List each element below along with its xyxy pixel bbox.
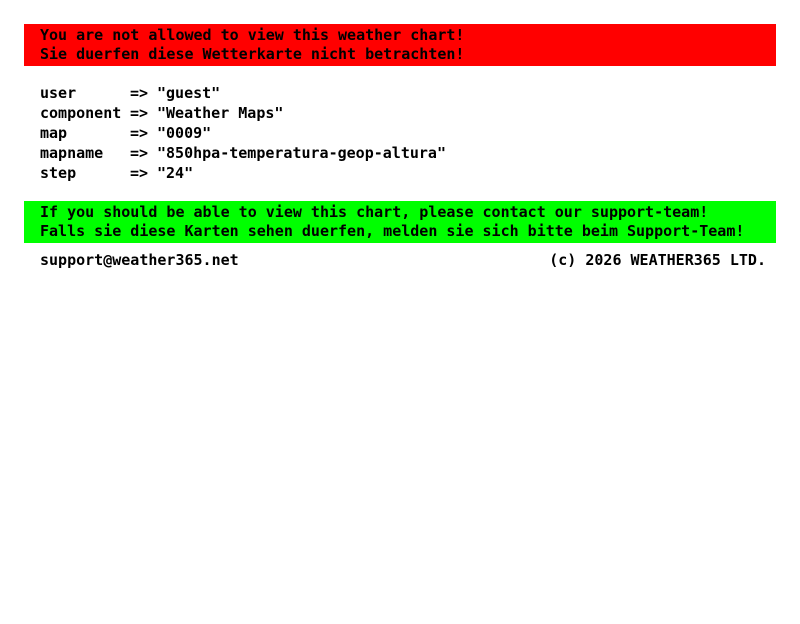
param-value: "Weather Maps" <box>157 104 284 122</box>
arrow-symbol: => <box>130 124 149 142</box>
param-value: "850hpa-temperatura-geop-altura" <box>157 144 446 162</box>
param-value: "guest" <box>157 84 221 102</box>
param-value: "24" <box>157 164 194 182</box>
support-info-banner <box>24 201 776 243</box>
param-row-user <box>40 83 776 103</box>
access-denied-line-en: You are not allowed to view this weather chart! <box>40 26 465 44</box>
param-key: map <box>40 124 68 142</box>
param-key: mapname <box>40 144 104 162</box>
param-row-mapname <box>40 143 776 163</box>
support-info-line-en: If you should be able to view this chart, please contact our support-team! <box>40 203 709 221</box>
support-info-line-de: Falls sie diese Karten sehen duerfen, melden sie sich bitte beim Support-Team! <box>40 222 745 240</box>
footer <box>40 251 766 270</box>
arrow-symbol: => <box>130 164 149 182</box>
request-params-list <box>40 83 776 183</box>
access-denied-line-de: Sie duerfen diese Wetterkarte nicht betrachten! <box>40 45 465 63</box>
support-email: support@weather365.net <box>40 251 239 269</box>
param-row-step <box>40 163 776 183</box>
arrow-symbol: => <box>130 104 149 122</box>
copyright-text: (c) 2026 WEATHER365 LTD. <box>549 251 766 269</box>
param-row-component <box>40 103 776 123</box>
param-key: step <box>40 164 77 182</box>
arrow-symbol: => <box>130 144 149 162</box>
arrow-symbol: => <box>130 84 149 102</box>
param-key: component <box>40 104 122 122</box>
param-key: user <box>40 84 77 102</box>
access-denied-banner <box>24 24 776 66</box>
param-value: "0009" <box>157 124 212 142</box>
param-row-map <box>40 123 776 143</box>
